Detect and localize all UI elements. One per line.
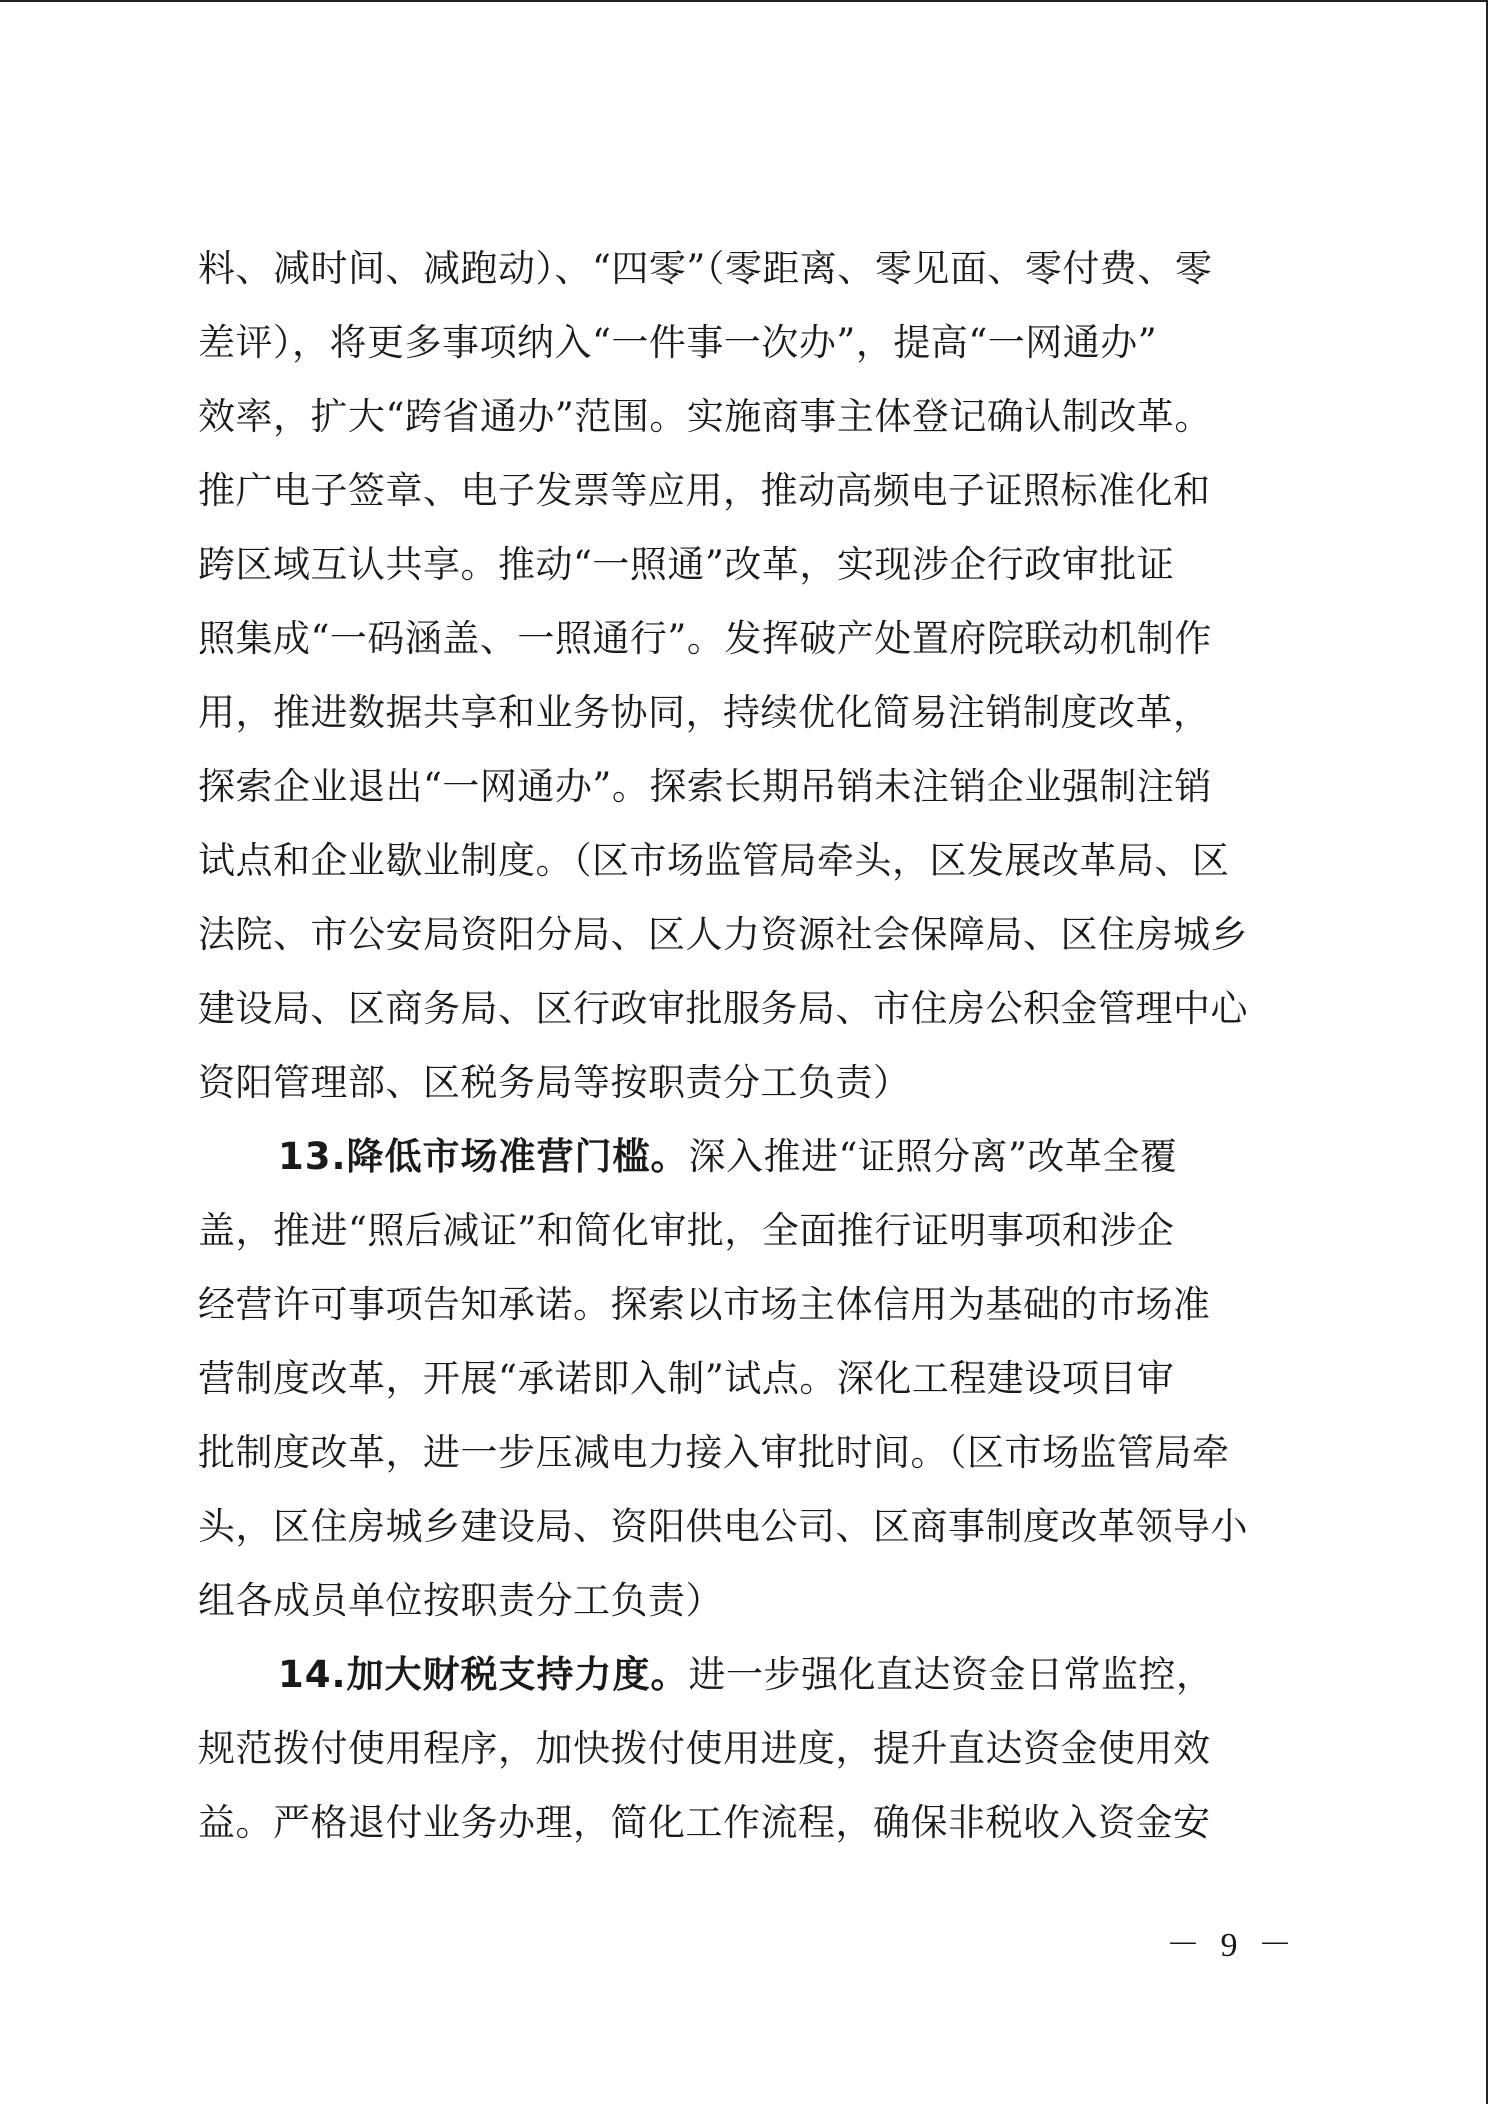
text-line: 用，推进数据共享和业务协同，持续优化简易注销制度改革， bbox=[198, 691, 1211, 734]
item-13-first-line bbox=[198, 1120, 1290, 1194]
text-line: 差评），将更多事项纳入“一件事一次办”，提高“一网通办” bbox=[198, 321, 1158, 364]
text-line: 资阳管理部、区税务局等按职责分工负责） bbox=[198, 1061, 911, 1104]
text-line: 建设局、区商务局、区行政审批服务局、市住房公积金管理中心 bbox=[198, 987, 1248, 1030]
text-line: 效率，扩大“跨省通办”范围。实施商事主体登记确认制改革。 bbox=[198, 395, 1212, 438]
text-line: 推广电子签章、电子发票等应用，推动高频电子证照标准化和 bbox=[198, 469, 1211, 512]
text-line: 经营许可事项告知承诺。探索以市场主体信用为基础的市场准 bbox=[198, 1283, 1211, 1326]
item-14-text: 进一步强化直达资金日常监控， bbox=[688, 1653, 1214, 1696]
text-line: 试点和企业歇业制度。（区市场监管局牵头，区发展改革局、区 bbox=[198, 839, 1230, 882]
text-line: 料、减时间、减跑动）、“四零”（零距离、零见面、零付费、零 bbox=[198, 247, 1213, 290]
item-14-first-line bbox=[198, 1638, 1290, 1712]
text-line: 益。严格退付业务办理，简化工作流程，确保非税收入资金安 bbox=[198, 1801, 1211, 1844]
text-line: 跨区域互认共享。推动“一照通”改革，实现涉企行政审批证 bbox=[198, 543, 1175, 586]
text-line: 营制度改革，开展“承诺即入制”试点。深化工程建设项目审 bbox=[198, 1357, 1175, 1400]
text-line: 照集成“一码涵盖、一照通行”。发挥破产处置府院联动机制作 bbox=[198, 617, 1212, 660]
page-number: － 9 － bbox=[1166, 1927, 1298, 1964]
text-line: 法院、市公安局资阳分局、区人力资源社会保障局、区住房城乡 bbox=[198, 913, 1248, 956]
text-line: 组各成员单位按职责分工负责） bbox=[198, 1579, 723, 1622]
item-13-number: 13. bbox=[278, 1135, 347, 1178]
text-line: 批制度改革，进一步压减电力接入审批时间。（区市场监管局牵 bbox=[198, 1431, 1230, 1474]
text-line: 探索企业退出“一网通办”。探索长期吊销未注销企业强制注销 bbox=[198, 765, 1212, 808]
text-line: 盖，推进“照后减证”和简化审批，全面推行证明事项和涉企 bbox=[198, 1209, 1175, 1252]
item-13-text: 深入推进“证照分离”改革全覆 bbox=[688, 1135, 1178, 1178]
item-13-heading: 降低市场准营门槛。 bbox=[346, 1135, 689, 1178]
document-body bbox=[198, 232, 1290, 1860]
item-14-number: 14. bbox=[278, 1653, 347, 1696]
text-line: 规范拨付使用程序，加快拨付使用进度，提升直达资金使用效 bbox=[198, 1727, 1211, 1770]
text-line: 头，区住房城乡建设局、资阳供电公司、区商事制度改革领导小 bbox=[198, 1505, 1248, 1548]
item-14-heading: 加大财税支持力度。 bbox=[346, 1653, 689, 1696]
